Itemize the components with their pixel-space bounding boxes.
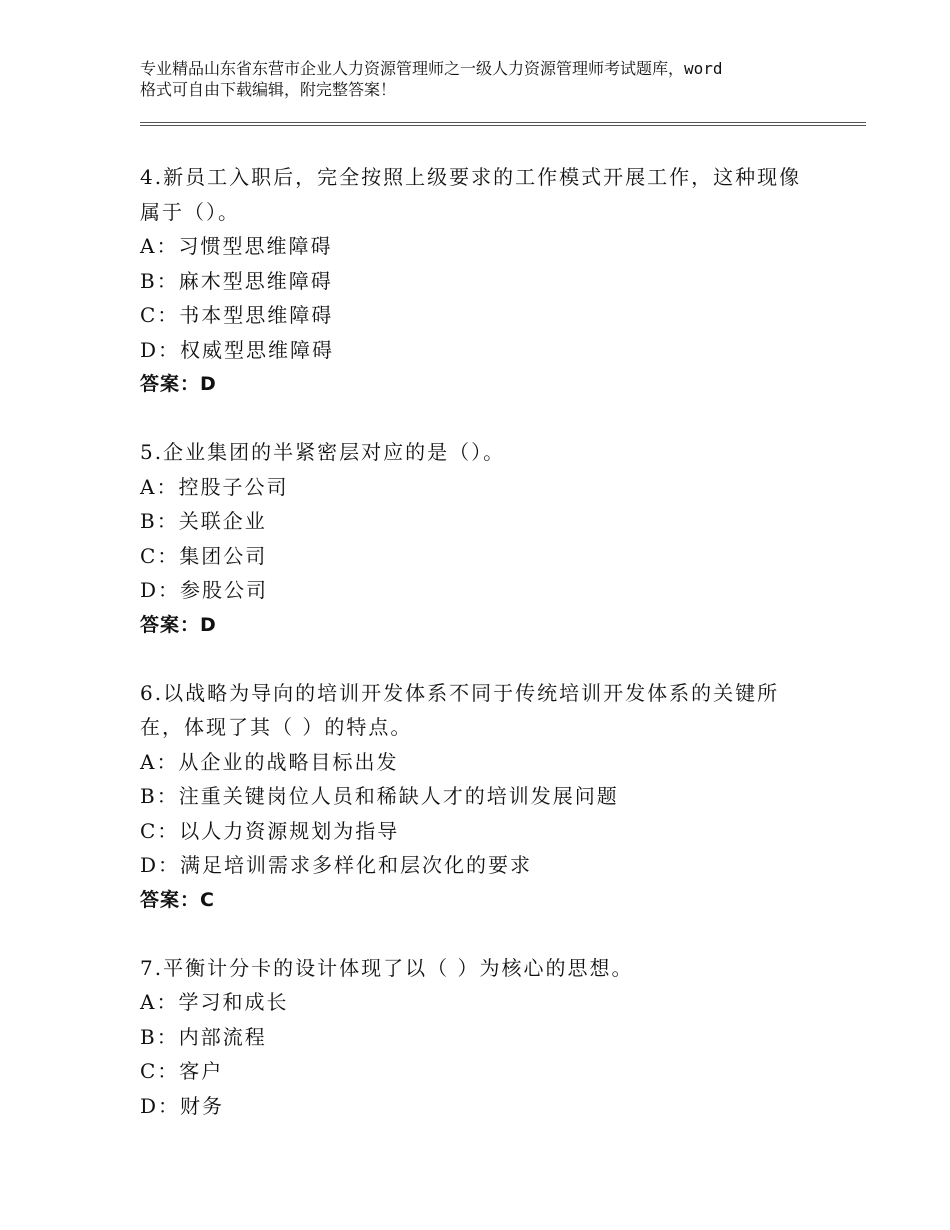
header-divider-bottom xyxy=(140,125,866,126)
option-c: C：集团公司 xyxy=(140,543,268,568)
question-stem: 属于（）。 xyxy=(140,199,240,224)
question-stem: 5.企业集团的半紧密层对应的是（）。 xyxy=(140,440,506,464)
option-b: B：内部流程 xyxy=(140,1024,267,1049)
option-d: D：财务 xyxy=(140,1093,225,1118)
option-b: B：麻木型思维障碍 xyxy=(140,268,333,293)
question-stem: 6.以战略为导向的培训开发体系不同于传统培训开发体系的关键所 xyxy=(140,680,780,705)
option-d: D：权威型思维障碍 xyxy=(140,337,335,362)
answer: 答案：C xyxy=(140,888,215,911)
question-5 xyxy=(140,435,820,642)
option-d: D：满足培训需求多样化和层次化的要求 xyxy=(140,853,533,877)
question-6 xyxy=(140,676,820,917)
question-list xyxy=(140,160,820,1157)
header-line-2: 格式可自由下载编辑，附完整答案！ xyxy=(140,80,397,99)
option-a: A：从企业的战略目标出发 xyxy=(140,749,399,774)
header-line-1: 专业精品山东省东营市企业人力资源管理师之一级人力资源管理师考试题库，word xyxy=(140,59,723,78)
answer: 答案：D xyxy=(140,373,217,395)
answer: 答案：D xyxy=(140,613,217,636)
question-7 xyxy=(140,951,820,1124)
header-divider-top xyxy=(140,122,866,123)
option-c: C：客户 xyxy=(140,1059,224,1083)
option-d: D：参股公司 xyxy=(140,578,269,602)
option-b: B：注重关键岗位人员和稀缺人才的培训发展问题 xyxy=(140,784,619,808)
question-4 xyxy=(140,160,820,401)
document-header xyxy=(140,58,840,100)
option-c: C：书本型思维障碍 xyxy=(140,303,334,327)
option-a: A：控股子公司 xyxy=(140,474,289,499)
question-stem: 7.平衡计分卡的设计体现了以（ ）为核心的思想。 xyxy=(140,955,634,980)
option-c: C：以人力资源规划为指导 xyxy=(140,818,400,843)
option-a: A：学习和成长 xyxy=(140,990,289,1014)
question-stem: 在，体现了其（ ）的特点。 xyxy=(140,715,413,739)
option-a: A：习惯型思维障碍 xyxy=(140,234,333,258)
question-stem: 4.新员工入职后，完全按照上级要求的工作模式开展工作，这种现像 xyxy=(140,165,802,189)
option-b: B：关联企业 xyxy=(140,509,267,533)
